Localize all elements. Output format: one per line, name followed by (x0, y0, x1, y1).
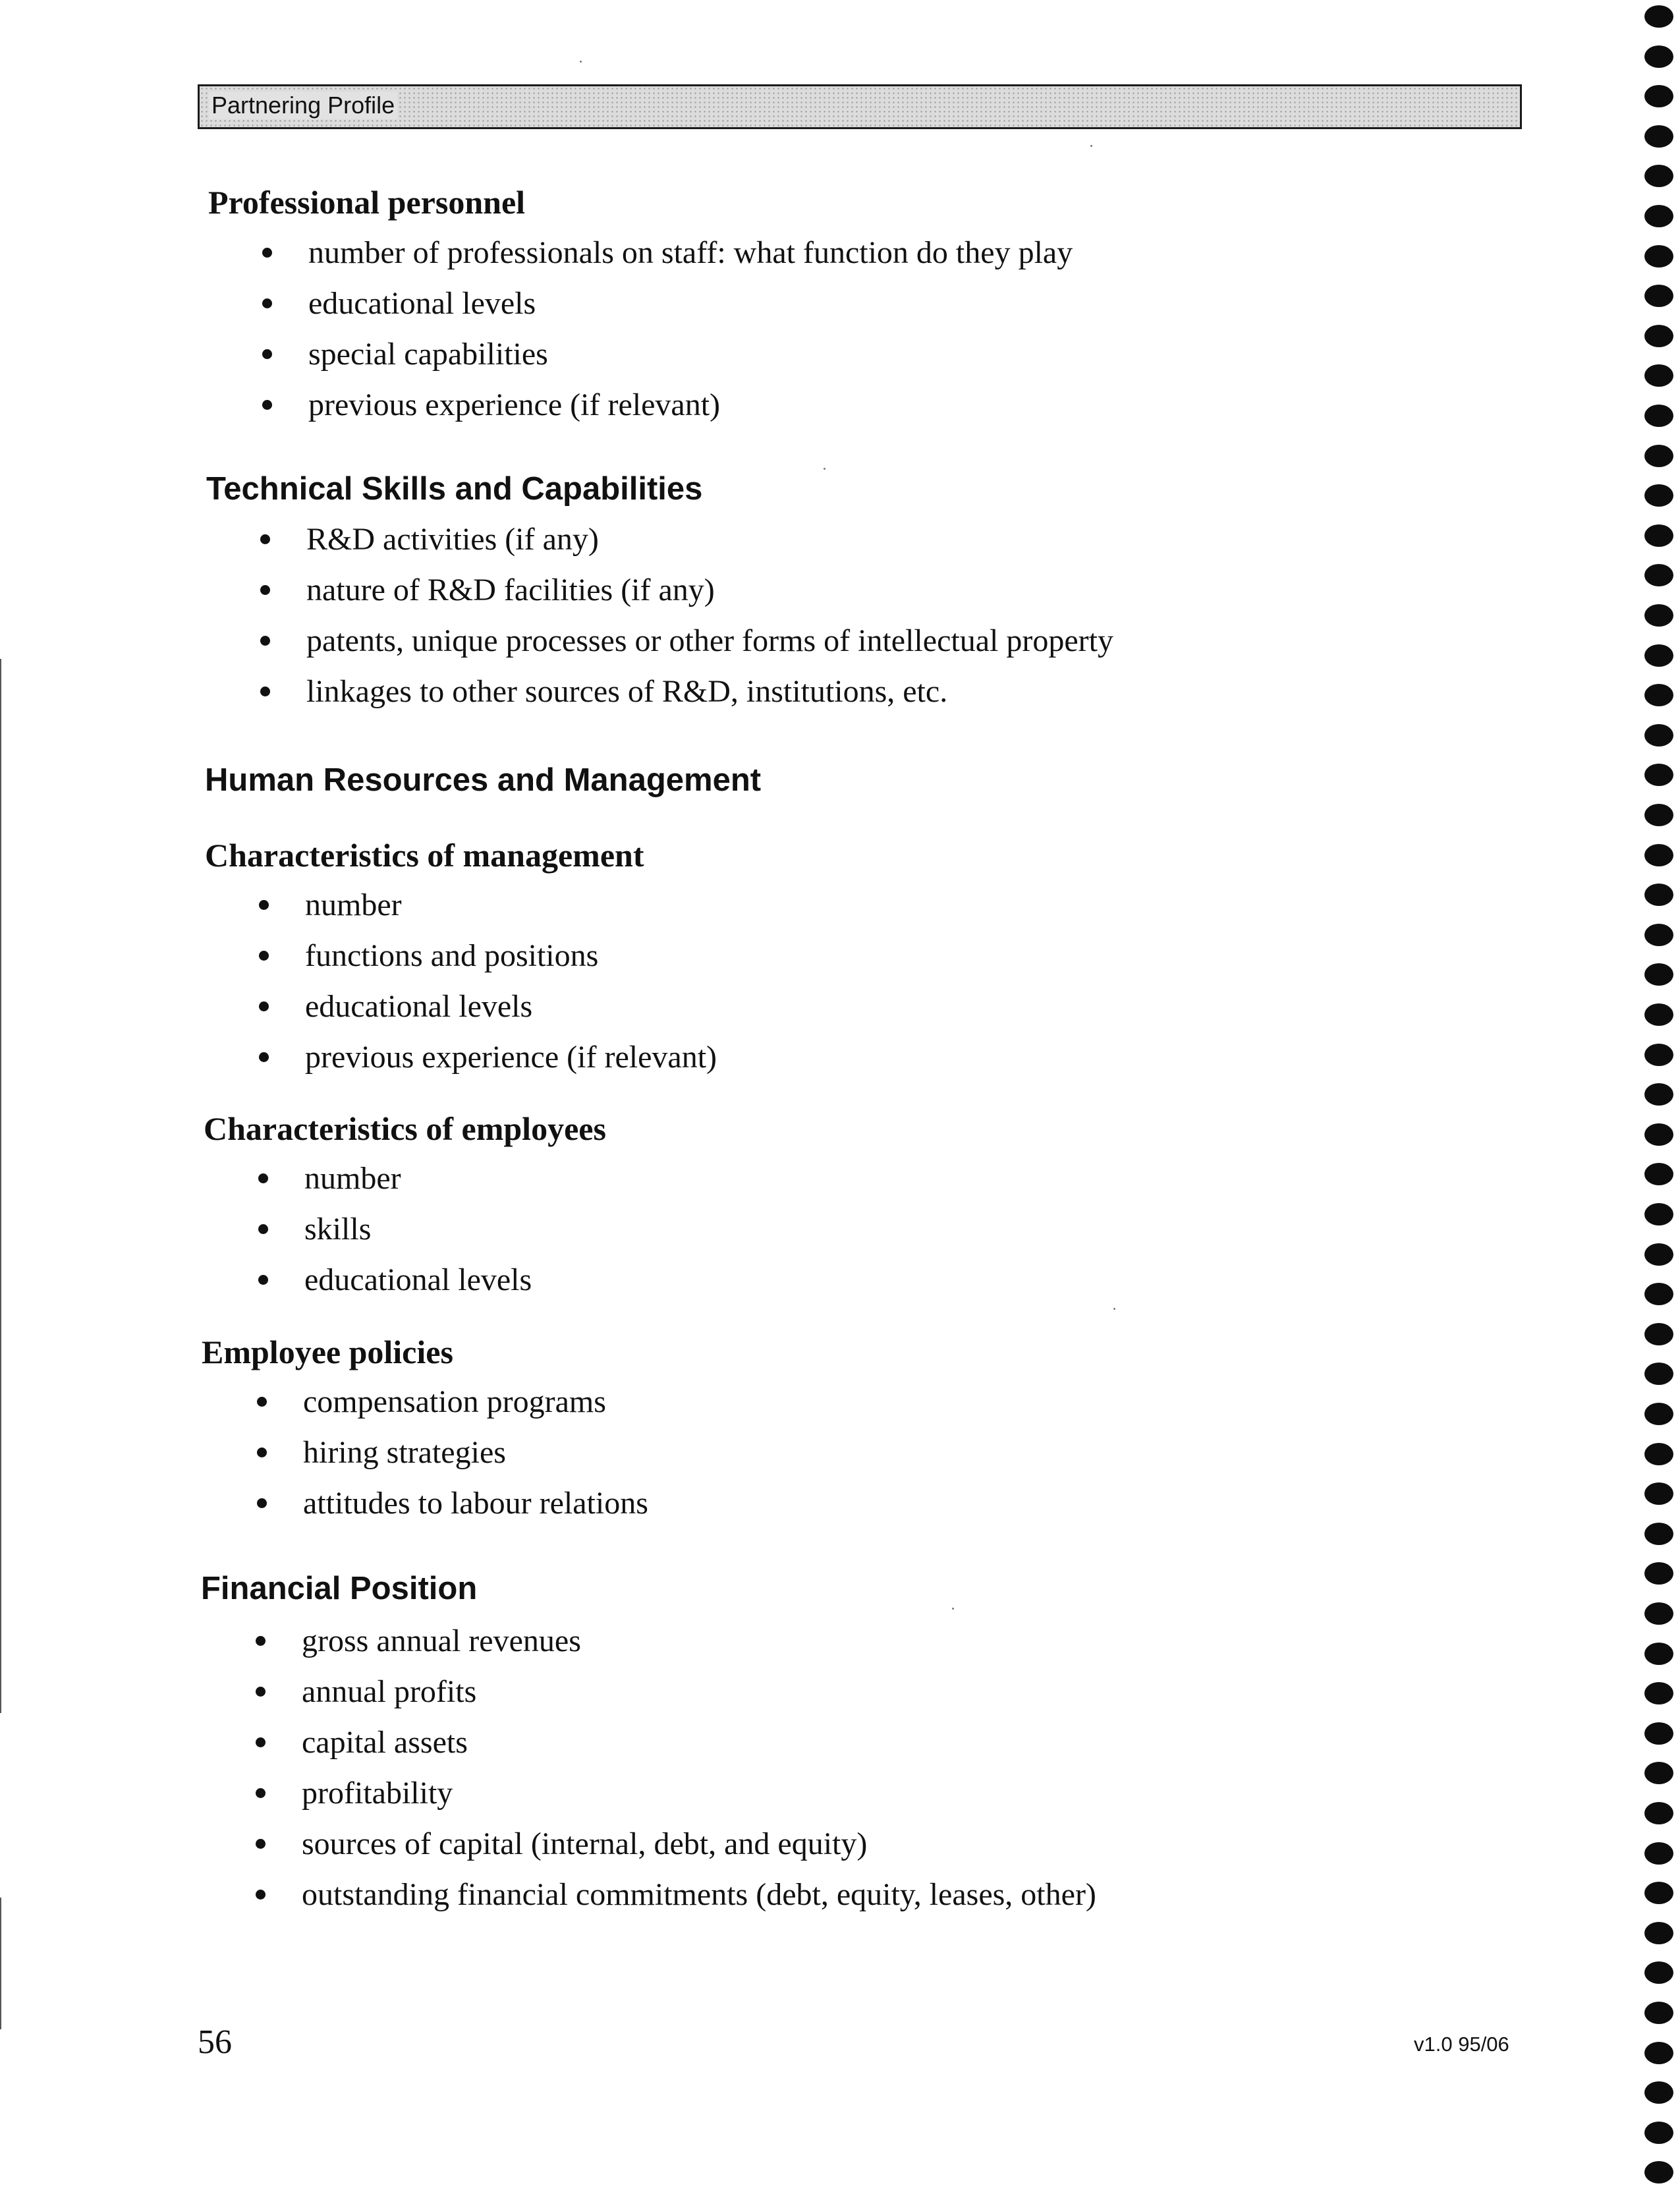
binding-hole-icon (1644, 165, 1673, 187)
binding-hole-icon (1644, 1243, 1673, 1266)
bullet-icon (256, 1737, 266, 1747)
binding-hole-icon (1644, 644, 1673, 667)
binding-hole-icon (1644, 1044, 1673, 1066)
binding-hole-icon (1644, 1283, 1673, 1305)
binding-hole-icon (1644, 924, 1673, 946)
bullet-icon (260, 585, 270, 595)
binding-hole-icon (1644, 1842, 1673, 1865)
binding-hole-icon (1644, 285, 1673, 307)
binding-hole-icon (1644, 524, 1673, 547)
binding-hole-icon (1644, 445, 1673, 467)
bullet-icon (259, 1052, 269, 1062)
bullet-icon (256, 1890, 266, 1900)
binding-hole-icon (1644, 804, 1673, 826)
binding-hole-icon (1644, 125, 1673, 148)
binding-hole-icon (1644, 1403, 1673, 1425)
binding-hole-icon (1644, 2042, 1673, 2064)
binding-hole-icon (1644, 684, 1673, 706)
binding-hole-icon (1644, 1482, 1673, 1505)
bullet-icon (259, 951, 269, 961)
scan-edge-mark (0, 1898, 1, 2029)
binding-hole-icon (1644, 1083, 1673, 1106)
binding-hole-icon (1644, 245, 1673, 267)
bullet-icon (262, 298, 272, 308)
bullet-icon (262, 248, 272, 258)
binding-hole-icon (1644, 1443, 1673, 1465)
bullet-icon (257, 1397, 267, 1407)
bullet-icon (257, 1498, 267, 1508)
binding-hole-icon (1644, 1323, 1673, 1345)
scan-edge-mark (0, 659, 1, 1713)
binding-hole-icon (1644, 85, 1673, 107)
binding-hole-icon (1644, 1643, 1673, 1665)
binding-hole-icon (1644, 2122, 1673, 2144)
bullet-icon (258, 1275, 268, 1285)
binding-hole-icon (1644, 1203, 1673, 1225)
subheading-management: Characteristics of management (205, 837, 644, 874)
binding-hole-icon (1644, 1961, 1673, 1984)
binding-hole-icon (1644, 1003, 1673, 1026)
bullet-icon (259, 1001, 269, 1011)
scan-speck (824, 468, 826, 470)
binding-hole-icon (1644, 484, 1673, 507)
section-heading-technical-skills: Technical Skills and Capabilities (206, 471, 703, 507)
binding-hole-icon (1644, 1882, 1673, 1904)
binding-hole-icon (1644, 1722, 1673, 1745)
binding-hole-icon (1644, 1123, 1673, 1146)
binding-hole-icon (1644, 1562, 1673, 1585)
bullet-icon (258, 1173, 268, 1183)
binding-hole-icon (1644, 1762, 1673, 1784)
binding-hole-icon (1644, 405, 1673, 427)
bullet-icon (256, 1788, 266, 1798)
subheading-employees: Characteristics of employees (204, 1110, 606, 1147)
binding-hole-icon (1644, 844, 1673, 866)
bullet-icon (259, 900, 269, 910)
section-heading-human-resources: Human Resources and Management (205, 762, 762, 798)
binding-hole-icon (1644, 1802, 1673, 1824)
binding-hole-icon (1644, 325, 1673, 347)
section-heading-financial-position: Financial Position (201, 1571, 478, 1606)
binding-hole-icon (1644, 1363, 1673, 1385)
bullet-icon (256, 1687, 266, 1697)
binding-hole-icon (1644, 2002, 1673, 2024)
binding-hole-icon (1644, 724, 1673, 746)
bullet-icon (260, 534, 270, 544)
section-heading-professional-personnel: Professional personnel (208, 184, 526, 221)
binding-hole-icon (1644, 2081, 1673, 2104)
binding-hole-icon (1644, 1682, 1673, 1704)
scan-speck (952, 1608, 954, 1610)
bullet-icon (256, 1839, 266, 1849)
subheading-employee-policies: Employee policies (202, 1334, 453, 1370)
binding-hole-icon (1644, 1922, 1673, 1944)
bullet-icon (260, 636, 270, 646)
header-title: Partnering Profile (209, 92, 397, 119)
binding-hole-icon (1644, 564, 1673, 586)
bullet-icon (262, 349, 272, 359)
binding-hole-icon (1644, 884, 1673, 906)
bullet-icon (256, 1636, 266, 1646)
version-label: v1.0 95/06 (1414, 2033, 1509, 2056)
header-bar (198, 84, 1522, 129)
bullet-icon (262, 400, 272, 410)
binding-hole-icon (1644, 963, 1673, 986)
bullet-icon (257, 1448, 267, 1457)
bullet-icon (258, 1224, 268, 1234)
binding-hole-icon (1644, 5, 1673, 28)
bullet-icon (260, 687, 270, 696)
scan-speck (1090, 145, 1092, 147)
binding-hole-icon (1644, 45, 1673, 68)
binding-hole-icon (1644, 1523, 1673, 1545)
spiral-binding (1644, 5, 1675, 2193)
page-number: 56 (198, 2023, 232, 2061)
binding-hole-icon (1644, 1163, 1673, 1185)
scan-speck (580, 61, 582, 63)
binding-hole-icon (1644, 1602, 1673, 1625)
binding-hole-icon (1644, 764, 1673, 786)
binding-hole-icon (1644, 205, 1673, 227)
binding-hole-icon (1644, 364, 1673, 387)
binding-hole-icon (1644, 604, 1673, 627)
scan-speck (1113, 1308, 1115, 1310)
binding-hole-icon (1644, 2161, 1673, 2183)
